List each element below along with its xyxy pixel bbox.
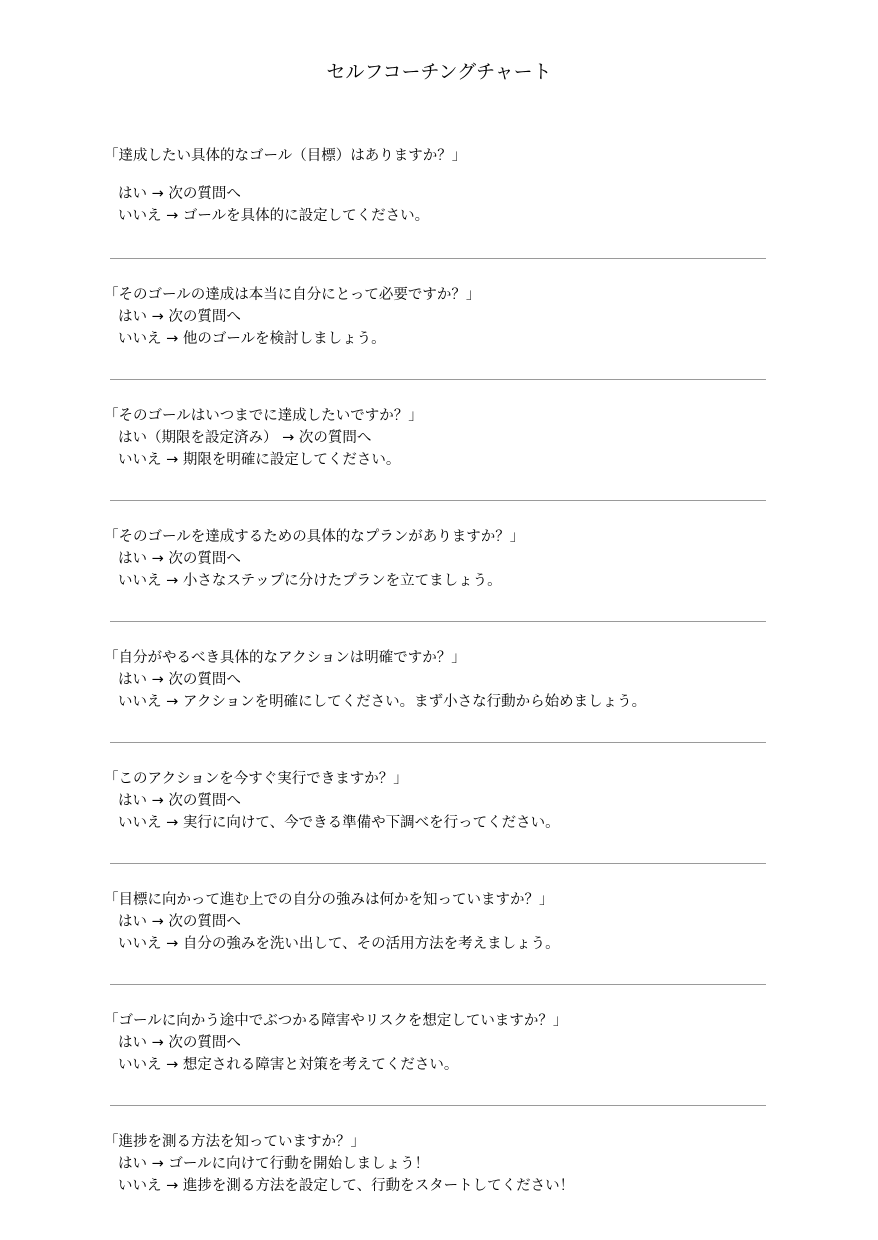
answer-no: いいえ → 進捗を測る方法を設定して、行動をスタートしてください！ bbox=[118, 1178, 575, 1194]
question-text: 「そのゴールはいつまでに達成したいですか？」 bbox=[104, 408, 423, 424]
answer-yes: はい → 次の質問へ bbox=[118, 1035, 241, 1051]
answer-no: いいえ → 期限を明確に設定してください。 bbox=[118, 452, 401, 468]
question-block bbox=[104, 647, 774, 713]
answer-no: いいえ → 小さなステップに分けたプランを立てましょう。 bbox=[118, 573, 502, 589]
question-text: 「そのゴールを達成するための具体的なプランがありますか？」 bbox=[104, 529, 525, 545]
answer-yes: はい → ゴールに向けて行動を開始しましょう！ bbox=[118, 1156, 430, 1172]
question-block bbox=[104, 1131, 774, 1197]
question-block bbox=[104, 405, 774, 471]
answer-no: いいえ → ゴールを具体的に設定してください。 bbox=[118, 208, 430, 224]
question-block bbox=[104, 1010, 774, 1076]
answer-yes: はい → 次の質問へ bbox=[118, 551, 241, 567]
question-block bbox=[104, 284, 774, 350]
question-text: 「目標に向かって進む上での自分の強みは何かを知っていますか？」 bbox=[104, 892, 554, 908]
answer-yes: はい → 次の質問へ bbox=[118, 672, 241, 688]
divider bbox=[110, 500, 766, 501]
divider bbox=[110, 984, 766, 985]
answer-no: いいえ → 他のゴールを検討しましょう。 bbox=[118, 331, 386, 347]
answer-no: いいえ → アクションを明確にしてください。まず小さな行動から始めましょう。 bbox=[118, 694, 647, 710]
answer-yes: はい → 次の質問へ bbox=[118, 309, 241, 325]
question-text: 「ゴールに向かう途中でぶつかる障害やリスクを想定していますか？」 bbox=[104, 1013, 568, 1029]
divider bbox=[110, 379, 766, 380]
divider bbox=[110, 1105, 766, 1106]
question-block bbox=[104, 145, 774, 227]
answer-no: いいえ → 想定される障害と対策を考えてください。 bbox=[118, 1057, 459, 1073]
answer-yes: はい → 次の質問へ bbox=[118, 186, 241, 202]
question-block bbox=[104, 889, 774, 955]
answer-yes: はい → 次の質問へ bbox=[118, 793, 241, 809]
page-title: セルフコーチングチャート bbox=[326, 61, 552, 83]
question-block bbox=[104, 526, 774, 592]
question-text: 「このアクションを今すぐ実行できますか？」 bbox=[104, 771, 408, 787]
answer-no: いいえ → 実行に向けて、今できる準備や下調べを行ってください。 bbox=[118, 815, 560, 831]
divider bbox=[110, 258, 766, 259]
divider bbox=[110, 863, 766, 864]
answer-yes: はい → 次の質問へ bbox=[118, 914, 241, 930]
answer-no: いいえ → 自分の強みを洗い出して、その活用方法を考えましょう。 bbox=[118, 936, 560, 952]
divider bbox=[110, 742, 766, 743]
question-block bbox=[104, 768, 774, 834]
question-text: 「自分がやるべき具体的なアクションは明確ですか？」 bbox=[104, 650, 466, 666]
question-text: 「進捗を測る方法を知っていますか？」 bbox=[104, 1134, 365, 1150]
divider bbox=[110, 621, 766, 622]
answer-yes: はい（期限を設定済み） → 次の質問へ bbox=[118, 430, 372, 446]
question-text: 「そのゴールの達成は本当に自分にとって必要ですか？」 bbox=[104, 287, 481, 303]
question-text: 「達成したい具体的なゴール（目標）はありますか？」 bbox=[104, 148, 467, 164]
